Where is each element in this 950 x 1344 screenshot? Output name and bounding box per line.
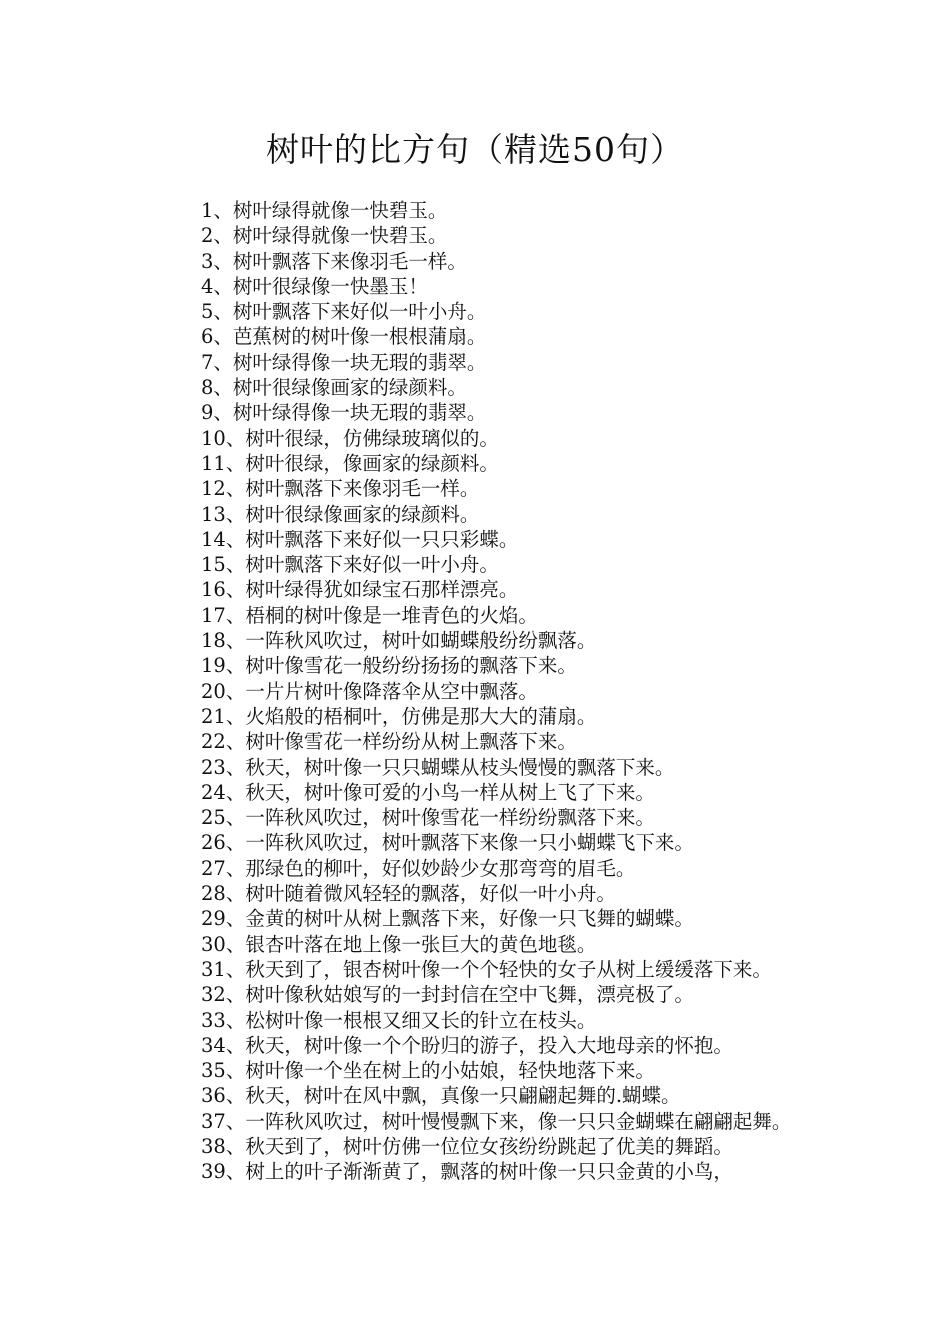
list-item: 8、树叶很绿像画家的绿颜料。 <box>201 376 467 400</box>
list-item: 28、树叶随着微风轻轻的飘落，好似一叶小舟。 <box>201 882 616 906</box>
list-item: 10、树叶很绿，仿佛绿玻璃似的。 <box>201 426 499 450</box>
list-item: 12、树叶飘落下来像羽毛一样。 <box>201 477 480 501</box>
list-item: 29、金黄的树叶从树上飘落下来，好像一只飞舞的蝴蝶。 <box>201 907 694 931</box>
document-title: 树叶的比方句（精选50句） <box>266 130 684 169</box>
list-item: 37、一阵秋风吹过，树叶慢慢飘下来，像一只只金蝴蝶在翩翩起舞。 <box>201 1109 792 1133</box>
list-item: 34、秋天，树叶像一个个盼归的游子，投入大地母亲的怀抱。 <box>201 1033 733 1057</box>
list-item: 14、树叶飘落下来好似一只只彩蝶。 <box>201 527 519 551</box>
list-item: 16、树叶绿得犹如绿宝石那样漂亮。 <box>201 578 519 602</box>
list-item: 23、秋天，树叶像一只只蝴蝶从枝头慢慢的飘落下来。 <box>201 755 675 779</box>
list-item: 32、树叶像秋姑娘写的一封封信在空中飞舞，漂亮极了。 <box>201 983 694 1007</box>
list-item: 15、树叶飘落下来好似一叶小舟。 <box>201 553 499 577</box>
list-item: 27、那绿色的柳叶，好似妙龄少女那弯弯的眉毛。 <box>201 856 636 880</box>
list-item: 17、梧桐的树叶像是一堆青色的火焰。 <box>201 603 538 627</box>
sentence-list <box>145 198 815 1185</box>
list-item: 22、树叶像雪花一样纷纷从树上飘落下来。 <box>201 730 577 754</box>
list-item: 7、树叶绿得像一块无瑕的翡翠。 <box>201 350 487 374</box>
list-item: 25、一阵秋风吹过，树叶像雪花一样纷纷飘落下来。 <box>201 806 655 830</box>
list-item: 3、树叶飘落下来像羽毛一样。 <box>201 249 467 273</box>
list-item: 35、树叶像一个坐在树上的小姑娘，轻快地落下来。 <box>201 1059 655 1083</box>
list-item: 36、秋天，树叶在风中飘，真像一只翩翩起舞的.蝴蝶。 <box>201 1084 681 1108</box>
list-item: 20、一片片树叶像降落伞从空中飘落。 <box>201 679 538 703</box>
list-item: 6、芭蕉树的树叶像一根根蒲扇。 <box>201 325 487 349</box>
list-item: 31、秋天到了，银杏树叶像一个个轻快的女子从树上缓缓落下来。 <box>201 957 772 981</box>
list-item: 11、树叶很绿，像画家的绿颜料。 <box>201 451 499 475</box>
list-item: 26、一阵秋风吹过，树叶飘落下来像一只小蝴蝶飞下来。 <box>201 831 694 855</box>
list-item: 33、松树叶像一根根又细又长的针立在枝头。 <box>201 1008 597 1032</box>
list-item: 4、树叶很绿像一快墨玉！ <box>201 274 428 298</box>
list-item: 30、银杏叶落在地上像一张巨大的黄色地毯。 <box>201 932 597 956</box>
list-item: 2、树叶绿得就像一快碧玉。 <box>201 224 448 248</box>
list-item: 1、树叶绿得就像一快碧玉。 <box>201 199 448 222</box>
list-item: 18、一阵秋风吹过，树叶如蝴蝶般纷纷飘落。 <box>201 629 597 653</box>
list-item: 5、树叶飘落下来好似一叶小舟。 <box>201 300 487 324</box>
list-item: 38、秋天到了，树叶仿佛一位位女孩纷纷跳起了优美的舞蹈。 <box>201 1134 733 1158</box>
list-item: 13、树叶很绿像画家的绿颜料。 <box>201 502 480 526</box>
list-item: 21、火焰般的梧桐叶，仿佛是那大大的蒲扇。 <box>201 704 597 728</box>
list-item: 39、树上的叶子渐渐黄了，飘落的树叶像一只只金黄的小鸟， <box>201 1160 733 1184</box>
list-item: 9、树叶绿得像一块无瑕的翡翠。 <box>201 401 487 425</box>
list-item: 24、秋天，树叶像可爱的小鸟一样从树上飞了下来。 <box>201 780 655 804</box>
list-item: 19、树叶像雪花一般纷纷扬扬的飘落下来。 <box>201 654 577 678</box>
